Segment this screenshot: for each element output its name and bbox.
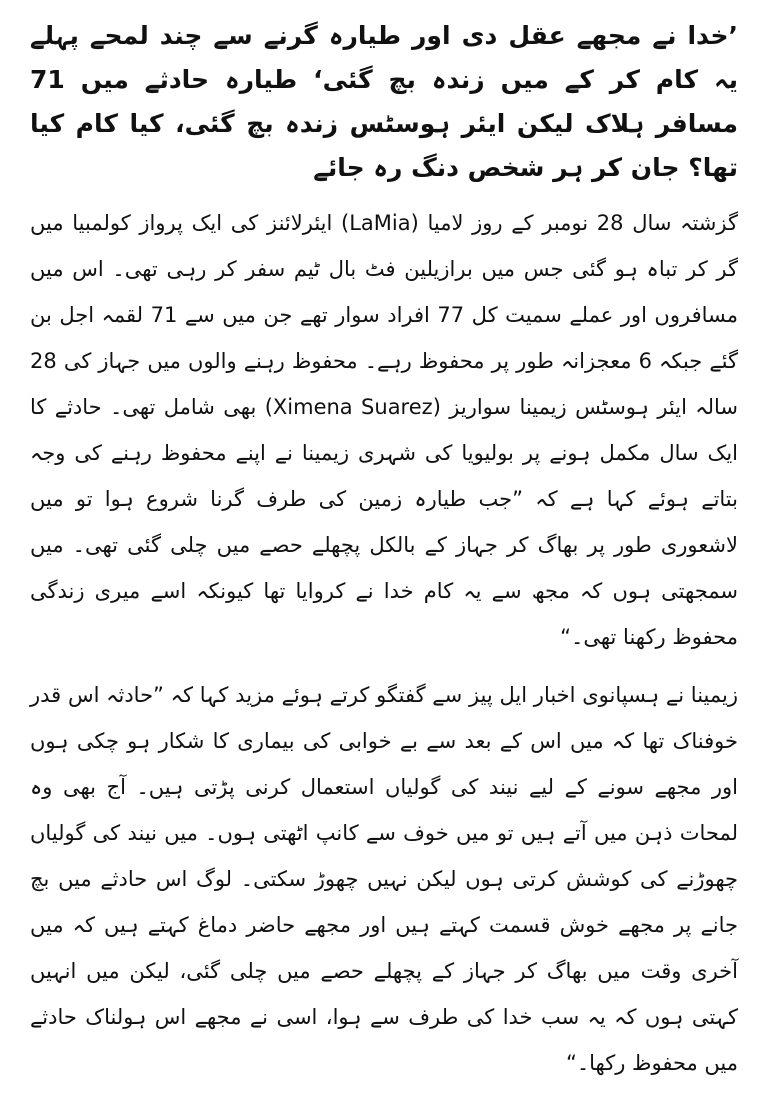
article-paragraph-1: گزشتہ سال 28 نومبر کے روز لامیا (LaMia) ایئرلائنز کی ایک پرواز کولمبیا میں گر کر تباہ ہو گئی جس میں برازیلین فٹ بال ٹیم سفر کر رہی تھی۔ اس میں مسافروں اور عملے سمیت کل 77 افراد سوار تھے جن میں سے 71 لقمہ اجل بن گئے جبکہ 6 معجزانہ طور پر محفوظ رہے۔ محفوظ رہنے والوں میں جہاز کی 28 سالہ ایئر ہوسٹس زیمینا سواریز (Ximena Suarez) بھی شامل تھی۔ حادثے کا ایک سال مکمل ہونے پر بولیویا کی شہری زیمینا نے اپنے محفوظ رہنے کی وجہ بتاتے ہوئے کہا ہے کہ ”جب طیارہ زمین کی طرف گرنا شروع ہوا تو میں لاشعوری طور پر بھاگ کر جہاز کے بالکل پچھلے حصے میں چلی گئی تھی۔ میں سمجھتی ہوں کہ مجھ سے یہ کام خدا نے کروایا تھا کیونکہ اسے میری زندگی محفوظ رکھنا تھی۔“ [30,211,739,649]
article-paragraph-2: زیمینا نے ہسپانوی اخبار ایل پیز سے گفتگو کرتے ہوئے مزید کہا کہ ”حادثہ اس قدر خوفناک تھا کہ میں اس کے بعد سے بے خوابی کی بیماری کا شکار ہو چکی ہوں اور مجھے سونے کے لیے نیند کی گولیاں استعمال کرنی پڑتی ہیں۔ آج بھی وہ لمحات ذہن میں آتے ہیں تو میں خوف سے کانپ اٹھتی ہوں۔ میں نیند کی گولیاں چھوڑنے کی کوشش کرتی ہوں لیکن نہیں چھوڑ سکتی۔ لوگ اس حادثے میں بچ جانے پر مجھے خوش قسمت کہتے ہیں اور مجھے حاضر دماغ کہتے ہیں کہ میں آخری وقت میں بھاگ کر جہاز کے پچھلے حصے میں چلی گئی، لیکن میں انہیں کہتی ہوں کہ یہ سب خدا کی طرف سے ہوا، اسی نے مجھے اس ہولناک حادثے میں محفوظ رکھا۔“ [30,683,738,1075]
article-title: ’خدا نے مجھے عقل دی اور طیارہ گرنے سے چند لمحے پہلے یہ کام کر کے میں زندہ بچ گئی‘ طیارہ حادثے میں 71 مسافر ہلاک لیکن ایئر ہوسٹس زندہ بچ گئی، کیا کام کیا تھا؟ جان کر ہر شخص دنگ رہ جائے [30,21,738,182]
